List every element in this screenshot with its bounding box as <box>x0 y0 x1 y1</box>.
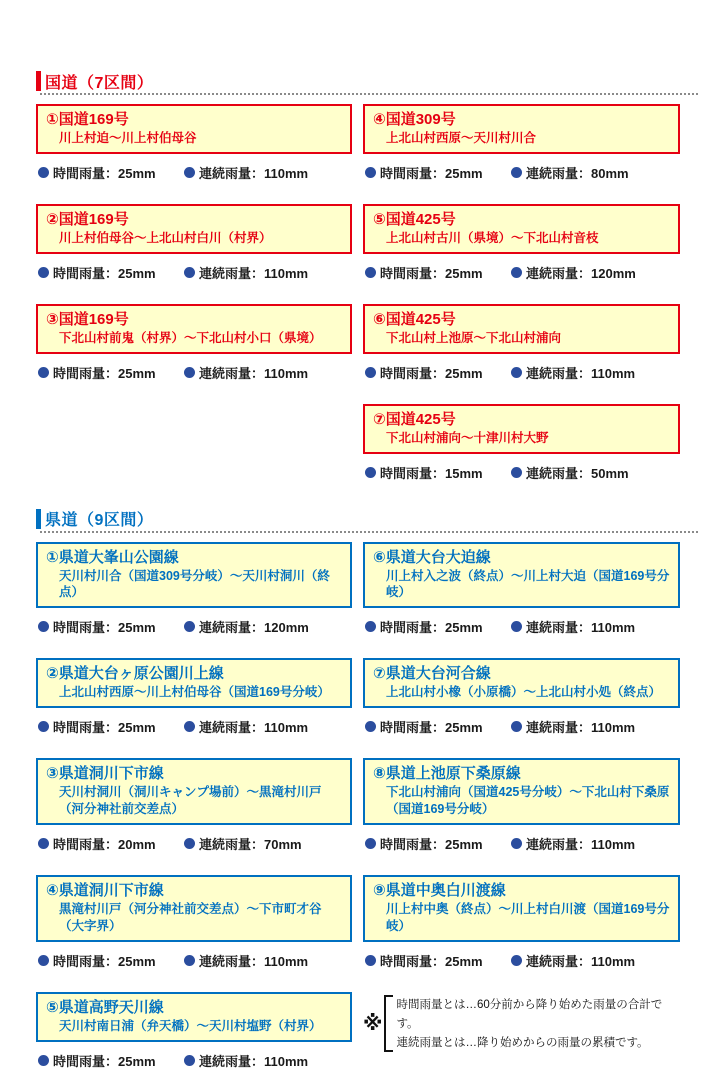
continuous-rain-text: 連続雨量：110mm <box>526 720 636 736</box>
continuous-rain-text: 連続雨量：50mm <box>526 465 629 481</box>
rain-values <box>363 834 680 853</box>
bullet-icon <box>365 267 376 278</box>
hourly-rain <box>38 617 184 636</box>
continuous-rain <box>184 363 308 382</box>
bullet-icon <box>184 838 195 849</box>
road-entry <box>363 204 680 282</box>
continuous-rain <box>511 463 629 482</box>
continuous-rain <box>184 717 308 736</box>
road-entry <box>36 758 352 853</box>
hourly-rain-text: 時間雨量：25mm <box>53 1053 156 1069</box>
hourly-rain <box>38 263 184 282</box>
bullet-icon <box>511 621 522 632</box>
continuous-rain <box>184 617 309 636</box>
hourly-rain <box>365 617 511 636</box>
section-national-roads <box>36 70 698 482</box>
road-title: ⑤県道高野天川線 <box>46 998 164 1016</box>
road-route: 上北山村古川（県境）～下北山村音枝 <box>386 230 599 245</box>
section-prefectural-roads <box>36 508 698 1070</box>
road-title: ①国道169号 <box>46 111 129 128</box>
rain-values <box>363 363 680 382</box>
rain-values <box>36 834 352 853</box>
hourly-rain <box>365 717 511 736</box>
section-header <box>36 70 698 92</box>
hourly-rain-text: 時間雨量：25mm <box>53 265 156 281</box>
footnote-line: 時間雨量とは…60分前から降り始めた雨量の合計です。 <box>396 998 663 1030</box>
national-roads-grid <box>36 104 698 482</box>
bullet-icon <box>38 1055 49 1066</box>
hourly-rain-text: 時間雨量：25mm <box>53 365 156 381</box>
rain-values <box>363 617 680 636</box>
road-route: 川上村伯母谷～上北山村白川（村界） <box>59 230 272 245</box>
dotted-divider <box>40 93 698 95</box>
bullet-icon <box>38 838 49 849</box>
bullet-icon <box>365 167 376 178</box>
continuous-rain-text: 連続雨量：80mm <box>526 165 629 181</box>
hourly-rain <box>365 363 511 382</box>
road-title: ⑦県道大台河合線 <box>373 665 491 683</box>
road-entry <box>363 404 680 482</box>
rain-values <box>363 951 680 970</box>
bullet-icon <box>184 621 195 632</box>
road-box <box>363 658 680 708</box>
road-title: ②国道169号 <box>46 210 129 228</box>
continuous-rain <box>184 1051 308 1070</box>
road-entry <box>36 992 352 1070</box>
road-box <box>36 542 352 609</box>
road-title: ②県道大台ヶ原公園川上線 <box>46 665 224 683</box>
hourly-rain-text: 時間雨量：25mm <box>53 620 156 636</box>
continuous-rain-text: 連続雨量：110mm <box>199 1053 309 1069</box>
road-title: ⑨県道中奥白川渡線 <box>373 881 506 899</box>
hourly-rain-text: 時間雨量：25mm <box>380 265 483 281</box>
reference-mark: ※ <box>363 1012 383 1035</box>
continuous-rain <box>184 263 308 282</box>
road-route: 下北山村上池原～下北山村浦向 <box>386 330 562 345</box>
continuous-rain-text: 連続雨量：110mm <box>526 953 636 969</box>
bullet-icon <box>184 721 195 732</box>
continuous-rain <box>184 951 308 970</box>
road-route: 天川村川合（国道309号分岐）～天川村洞川（終点） <box>59 568 330 600</box>
road-box <box>36 658 352 708</box>
road-box <box>363 875 680 942</box>
hourly-rain-text: 時間雨量：25mm <box>380 953 483 969</box>
rain-values <box>36 617 352 636</box>
continuous-rain <box>511 717 635 736</box>
rain-values <box>36 363 352 382</box>
hourly-rain <box>365 951 511 970</box>
bullet-icon <box>511 267 522 278</box>
road-title: ③県道洞川下市線 <box>46 765 164 783</box>
bullet-icon <box>365 721 376 732</box>
continuous-rain <box>511 834 635 853</box>
road-entry <box>36 542 352 637</box>
road-route: 川上村入之波（終点）～川上村大迫（国道169号分岐） <box>386 568 670 600</box>
footnote <box>363 992 680 1053</box>
road-entry <box>36 204 352 282</box>
bullet-icon <box>511 467 522 478</box>
road-route: 下北山村前鬼（村界）～下北山村小口（県境） <box>59 330 322 345</box>
hourly-rain-text: 時間雨量：25mm <box>380 365 483 381</box>
rain-values <box>36 951 352 970</box>
road-box <box>36 304 352 354</box>
road-title: ⑦国道425号 <box>373 410 456 428</box>
bullet-icon <box>511 367 522 378</box>
road-box <box>36 992 352 1042</box>
bullet-icon <box>184 267 195 278</box>
hourly-rain <box>38 951 184 970</box>
road-box <box>363 758 680 825</box>
rain-values <box>363 463 680 482</box>
road-entry <box>363 542 680 637</box>
road-entry <box>363 758 680 853</box>
road-box <box>363 404 680 454</box>
road-entry <box>36 304 352 382</box>
bullet-icon <box>365 838 376 849</box>
bullet-icon <box>365 367 376 378</box>
bullet-icon <box>511 167 522 178</box>
road-route: 天川村南日浦（弁天橋）～天川村塩野（村界） <box>59 1018 322 1033</box>
empty-cell <box>36 404 352 414</box>
continuous-rain <box>184 834 302 853</box>
road-entry <box>363 304 680 382</box>
road-title: ⑥国道425号 <box>373 310 456 328</box>
rain-values <box>36 1051 352 1070</box>
bullet-icon <box>38 167 49 178</box>
hourly-rain-text: 時間雨量：20mm <box>53 836 156 852</box>
road-title: ⑤国道425号 <box>373 210 456 228</box>
road-box <box>36 758 352 825</box>
hourly-rain <box>365 834 511 853</box>
bullet-icon <box>365 955 376 966</box>
continuous-rain-text: 連続雨量：110mm <box>199 365 309 381</box>
hourly-rain <box>38 717 184 736</box>
road-route: 川上村中奥（終点）～川上村白川渡（国道169号分岐） <box>386 901 670 933</box>
bracket-icon <box>384 995 393 1052</box>
hourly-rain-text: 時間雨量：25mm <box>380 165 483 181</box>
continuous-rain <box>511 363 635 382</box>
hourly-rain <box>365 463 511 482</box>
road-box <box>36 875 352 942</box>
continuous-rain-text: 連続雨量：120mm <box>526 265 636 281</box>
bullet-icon <box>365 467 376 478</box>
hourly-rain-text: 時間雨量：25mm <box>53 165 156 181</box>
road-title: ④県道洞川下市線 <box>46 881 164 899</box>
road-entry <box>363 104 680 182</box>
prefectural-roads-grid <box>36 542 698 1070</box>
continuous-rain <box>511 951 635 970</box>
continuous-rain-text: 連続雨量：110mm <box>526 836 636 852</box>
hourly-rain-text: 時間雨量：25mm <box>380 720 483 736</box>
bullet-icon <box>184 1055 195 1066</box>
bullet-icon <box>511 838 522 849</box>
road-title: ④国道309号 <box>373 111 456 128</box>
road-entry <box>363 875 680 970</box>
hourly-rain-text: 時間雨量：25mm <box>53 720 156 736</box>
bullet-icon <box>511 955 522 966</box>
rain-values <box>363 263 680 282</box>
road-route: 天川村洞川（洞川キャンプ場前）～黒滝村川戸（河分神社前交差点） <box>59 785 322 816</box>
road-entry <box>36 658 352 736</box>
road-route: 川上村迫～川上村伯母谷 <box>59 131 197 145</box>
road-title: ①県道大峯山公園線 <box>46 548 179 566</box>
road-box <box>363 304 680 354</box>
hourly-rain <box>38 363 184 382</box>
road-title: ③国道169号 <box>46 310 129 328</box>
section-header <box>36 508 698 530</box>
continuous-rain-text: 連続雨量：110mm <box>199 265 309 281</box>
continuous-rain-text: 連続雨量：120mm <box>199 620 309 636</box>
hourly-rain-text: 時間雨量：15mm <box>380 465 483 481</box>
road-route: 黒滝村川戸（河分神社前交差点）～下市町才谷（大字界） <box>59 901 322 933</box>
rain-values <box>363 163 680 182</box>
rain-values <box>36 717 352 736</box>
bullet-icon <box>511 721 522 732</box>
continuous-rain-text: 連続雨量：110mm <box>199 720 309 736</box>
hourly-rain-text: 時間雨量：25mm <box>380 836 483 852</box>
hourly-rain-text: 時間雨量：25mm <box>53 953 156 969</box>
continuous-rain <box>511 263 636 282</box>
section-bar-icon <box>36 71 41 91</box>
continuous-rain-text: 連続雨量：110mm <box>199 165 309 181</box>
continuous-rain-text: 連続雨量：110mm <box>526 620 636 636</box>
hourly-rain <box>365 163 511 182</box>
continuous-rain-text: 連続雨量：110mm <box>526 365 636 381</box>
road-box <box>363 542 680 609</box>
hourly-rain <box>38 163 184 182</box>
bullet-icon <box>184 167 195 178</box>
section-bar-icon <box>36 509 41 529</box>
road-entry <box>36 875 352 970</box>
bullet-icon <box>38 267 49 278</box>
bullet-icon <box>365 621 376 632</box>
rain-values <box>36 263 352 282</box>
bullet-icon <box>38 367 49 378</box>
road-route: 下北山村浦向～十津川村大野 <box>386 430 549 445</box>
road-route: 上北山村西原～天川村川合 <box>386 131 537 145</box>
bullet-icon <box>38 621 49 632</box>
rain-values <box>36 163 352 182</box>
road-title: ⑥県道大台大迫線 <box>373 548 491 566</box>
hourly-rain <box>38 834 184 853</box>
continuous-rain <box>511 163 629 182</box>
continuous-rain-text: 連続雨量：70mm <box>199 836 302 852</box>
road-box <box>363 104 680 154</box>
hourly-rain <box>38 1051 184 1070</box>
road-route: 上北山村小橡（小原橋）～上北山村小処（終点） <box>386 685 662 700</box>
road-box <box>36 104 352 154</box>
bullet-icon <box>38 955 49 966</box>
rain-values <box>363 717 680 736</box>
dotted-divider <box>40 531 698 533</box>
section-title: 県道（9区間） <box>45 512 154 529</box>
continuous-rain <box>511 617 635 636</box>
road-entry <box>363 658 680 736</box>
road-route: 下北山村浦向（国道425号分岐）～下北山村下桑原（国道169号分岐） <box>386 785 670 816</box>
road-title: ⑧県道上池原下桑原線 <box>373 765 521 783</box>
road-box <box>36 204 352 254</box>
section-title: 国道（7区間） <box>45 74 154 92</box>
bullet-icon <box>38 721 49 732</box>
road-box <box>363 204 680 254</box>
road-route: 上北山村西原～川上村伯母谷（国道169号分岐） <box>59 685 330 700</box>
footnote-line: 連続雨量とは…降り始めからの雨量の累積です。 <box>396 1036 649 1049</box>
footnote-text <box>396 994 680 1053</box>
bullet-icon <box>184 955 195 966</box>
bullet-icon <box>184 367 195 378</box>
hourly-rain-text: 時間雨量：25mm <box>380 620 483 636</box>
road-entry <box>36 104 352 182</box>
continuous-rain-text: 連続雨量：110mm <box>199 953 309 969</box>
continuous-rain <box>184 163 308 182</box>
hourly-rain <box>365 263 511 282</box>
